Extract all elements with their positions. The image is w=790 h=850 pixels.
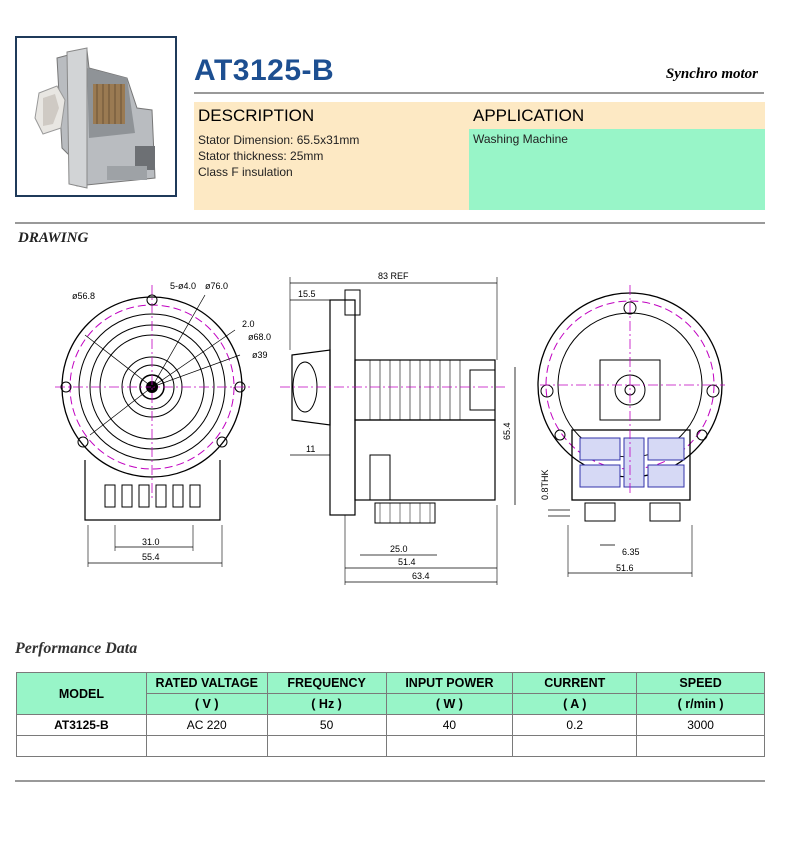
performance-label: Performance Data bbox=[15, 640, 138, 657]
side-dim: 15.5 bbox=[298, 289, 316, 299]
column-unit: ( Hz ) bbox=[267, 694, 386, 715]
column-unit: ( A ) bbox=[513, 694, 637, 715]
application-body bbox=[469, 129, 765, 210]
rear-view bbox=[538, 285, 725, 577]
table-header-row bbox=[17, 673, 765, 694]
front-dim: ø56.8 bbox=[72, 291, 96, 301]
column-unit: ( r/min ) bbox=[637, 694, 765, 715]
title-divider bbox=[194, 92, 764, 94]
performance-table bbox=[16, 672, 765, 757]
product-type: Synchro motor bbox=[665, 66, 758, 82]
technical-drawing bbox=[0, 255, 790, 595]
rear-dim: 6.35 bbox=[622, 547, 640, 557]
side-dim: 51.4 bbox=[398, 557, 416, 567]
model-title: AT3125-B bbox=[194, 54, 335, 87]
front-dim: 5-ø4.0 bbox=[170, 281, 197, 291]
description-line: Stator Dimension: 65.5x31mm bbox=[198, 133, 360, 147]
column-unit: ( W ) bbox=[386, 694, 513, 715]
table-cell: 40 bbox=[386, 715, 513, 736]
table-row bbox=[17, 736, 765, 757]
front-dim: 2.0 bbox=[242, 319, 255, 329]
description-body bbox=[194, 129, 469, 210]
column-header-frequency: FREQUENCY bbox=[267, 673, 386, 694]
motor-photo-illustration bbox=[17, 38, 175, 195]
application-text: Washing Machine bbox=[473, 132, 568, 146]
table-cell: AC 220 bbox=[146, 715, 267, 736]
front-dim: ø76.0 bbox=[205, 281, 229, 291]
front-dim: ø68.0 bbox=[248, 332, 272, 342]
column-header-model: MODEL bbox=[17, 673, 147, 715]
drawing-label: DRAWING bbox=[18, 230, 89, 246]
side-dim: 63.4 bbox=[412, 571, 430, 581]
side-view bbox=[280, 271, 515, 585]
column-unit: ( V ) bbox=[146, 694, 267, 715]
side-dim: 11 bbox=[306, 444, 316, 454]
front-dim: 55.4 bbox=[142, 552, 160, 562]
footer-divider bbox=[15, 780, 765, 782]
column-header-current: CURRENT bbox=[513, 673, 637, 694]
column-header-input-power: INPUT POWER bbox=[386, 673, 513, 694]
table-cell bbox=[267, 736, 386, 757]
product-photo bbox=[15, 36, 177, 197]
table-cell bbox=[17, 736, 147, 757]
table-cell: AT3125-B bbox=[17, 715, 147, 736]
table-row bbox=[17, 715, 765, 736]
section-divider bbox=[15, 222, 765, 224]
side-dim: 65.4 bbox=[502, 422, 512, 440]
side-dim: 25.0 bbox=[390, 544, 408, 554]
table-cell bbox=[513, 736, 637, 757]
table-cell bbox=[386, 736, 513, 757]
table-cell: 0.2 bbox=[513, 715, 637, 736]
column-header-voltage: RATED VALTAGE bbox=[146, 673, 267, 694]
column-header-speed: SPEED bbox=[637, 673, 765, 694]
front-view bbox=[55, 281, 271, 567]
front-dim: ø39 bbox=[252, 350, 268, 360]
rear-dim: 0.8THK bbox=[540, 469, 550, 500]
table-cell: 3000 bbox=[637, 715, 765, 736]
table-cell: 50 bbox=[267, 715, 386, 736]
front-dim: 31.0 bbox=[142, 537, 160, 547]
description-line: Stator thickness: 25mm bbox=[198, 149, 324, 163]
description-line: Class F insulation bbox=[198, 165, 293, 179]
table-cell bbox=[146, 736, 267, 757]
application-heading: APPLICATION bbox=[469, 102, 765, 129]
side-dim: 83 REF bbox=[378, 271, 409, 281]
table-cell bbox=[637, 736, 765, 757]
description-heading: DESCRIPTION bbox=[194, 102, 469, 129]
rear-dim: 51.6 bbox=[616, 563, 634, 573]
